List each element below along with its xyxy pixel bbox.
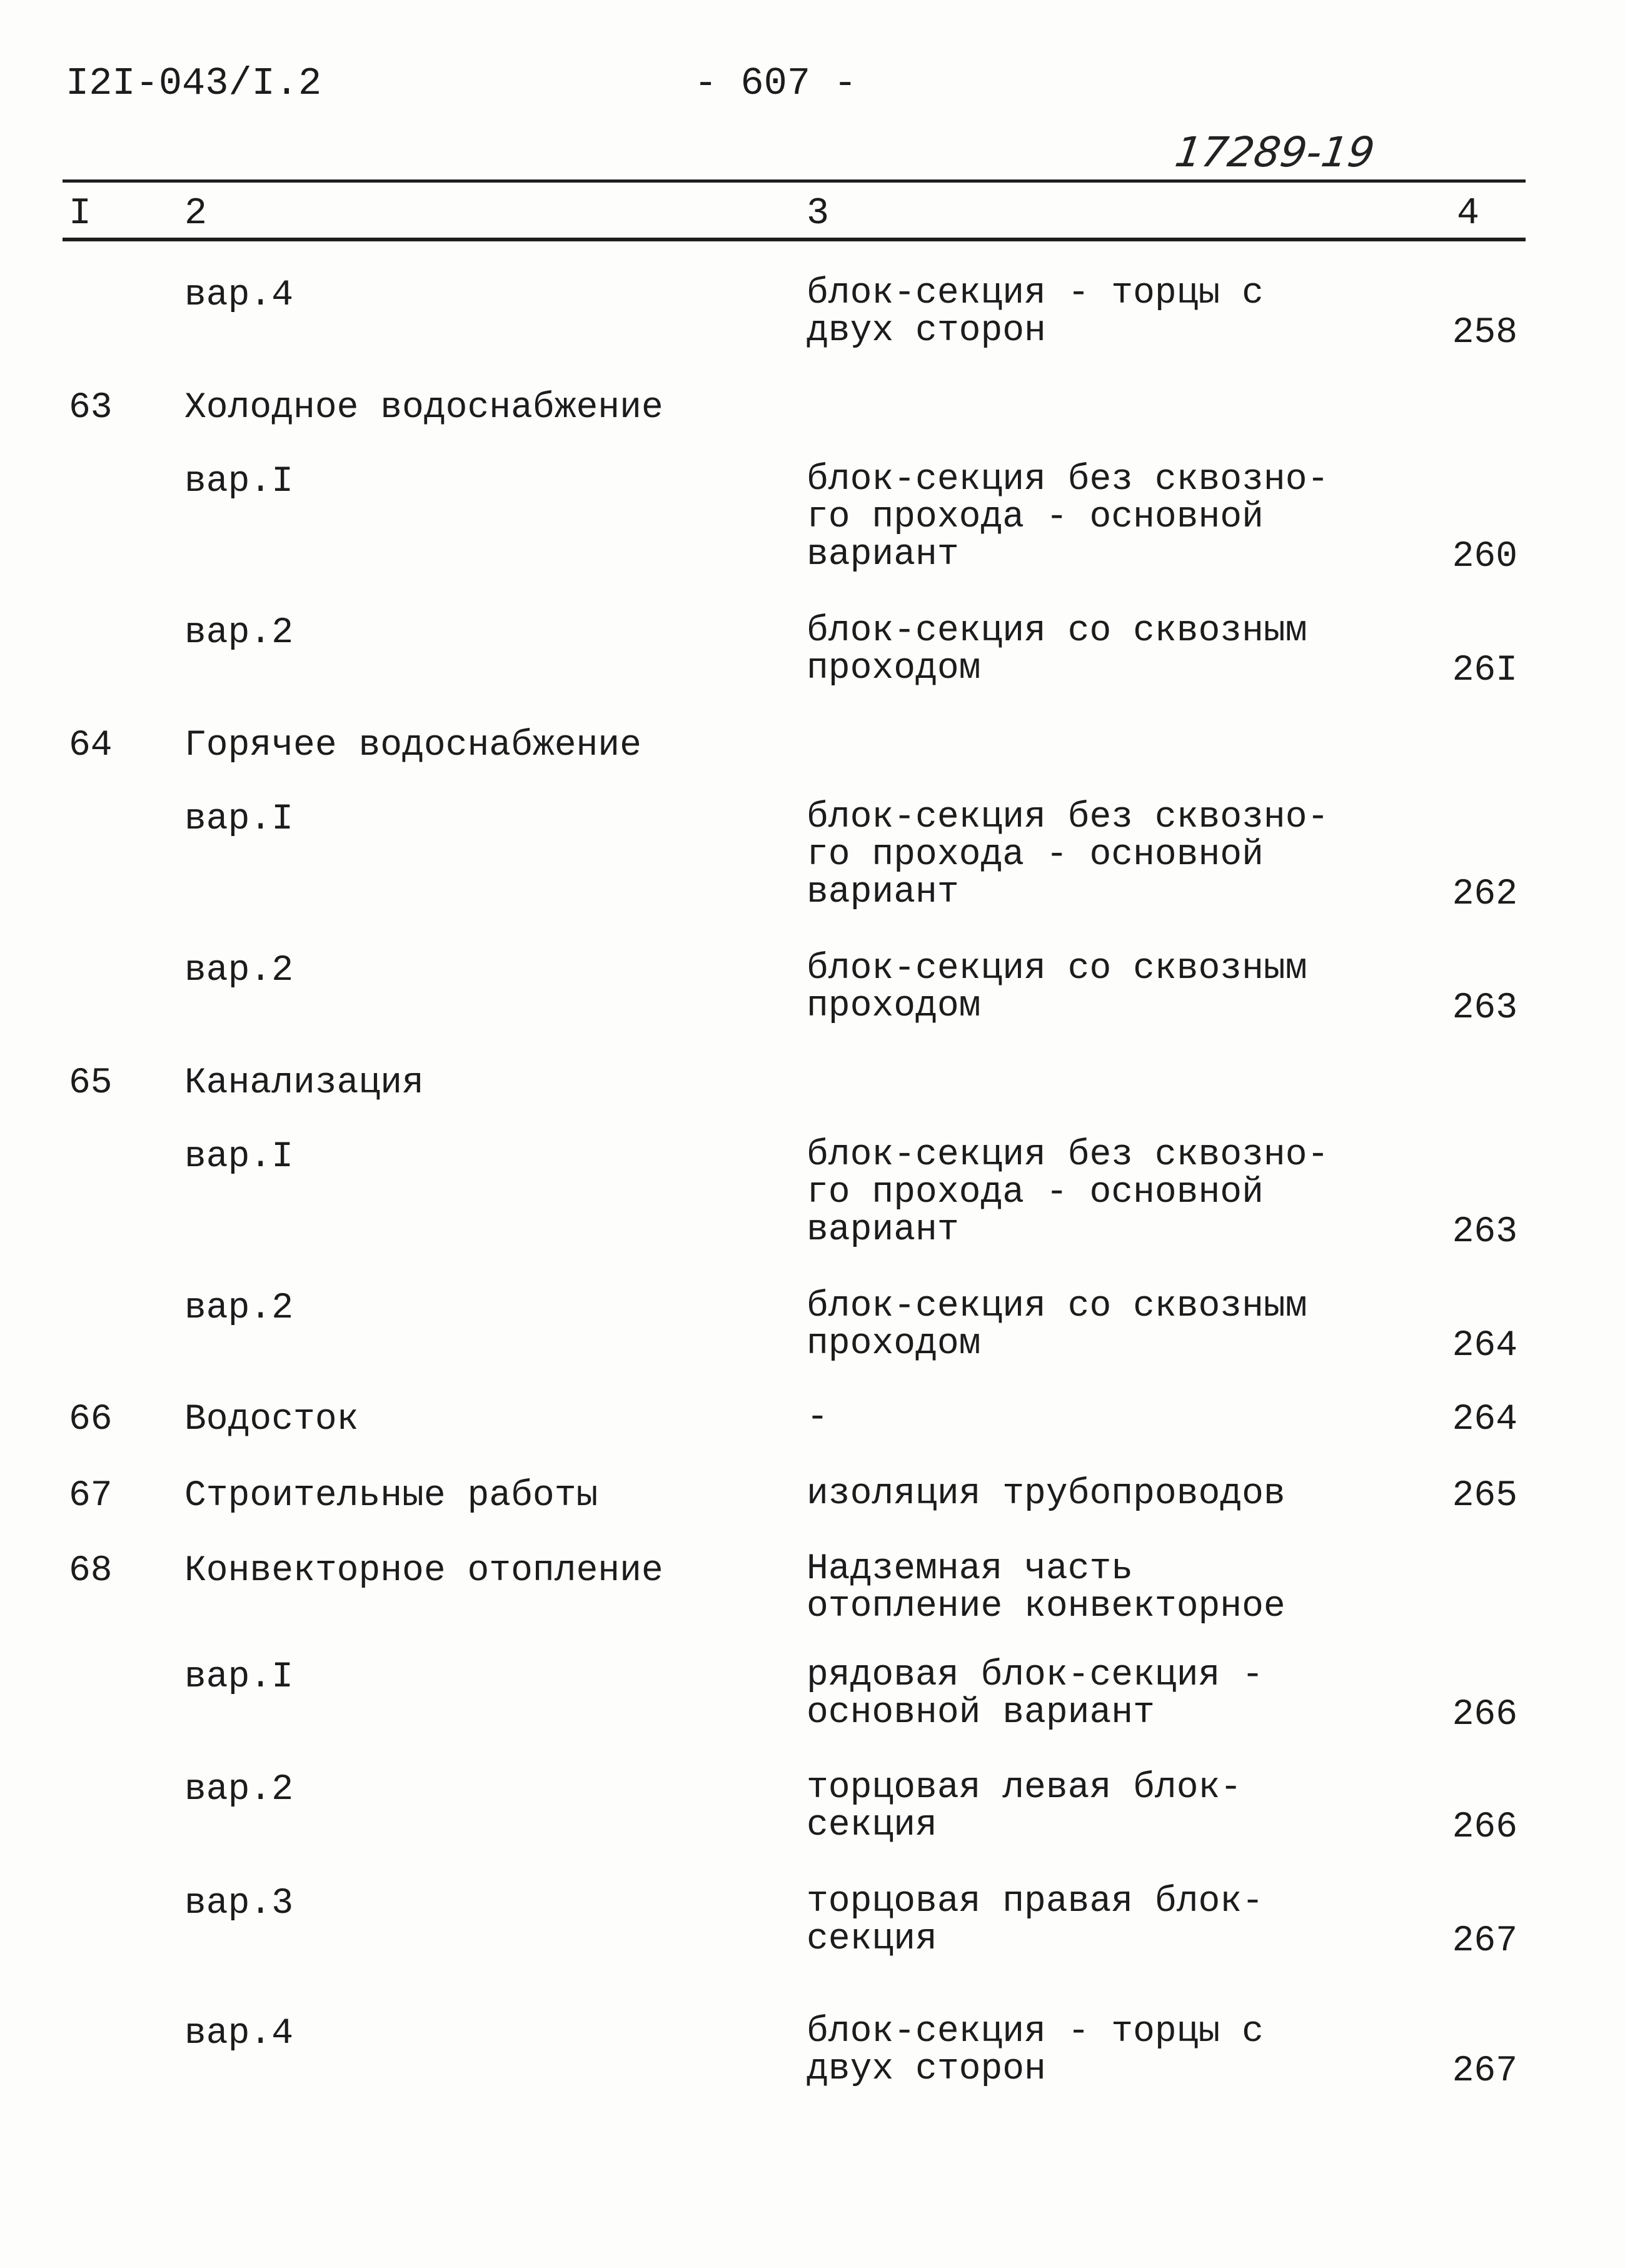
row-title: вар.2 bbox=[184, 613, 294, 653]
column-header-2: 2 bbox=[184, 193, 208, 235]
row-title: вар.I bbox=[184, 1657, 294, 1698]
row-number: 64 bbox=[69, 725, 113, 766]
row-title: Холодное водоснабжение bbox=[184, 388, 663, 428]
row-description: блок-секция со сквозным проходом bbox=[807, 1286, 1307, 1364]
row-description: блок-секция со сквозным проходом bbox=[807, 611, 1307, 689]
row-page: 263 bbox=[1452, 1212, 1517, 1252]
row-title: вар.4 bbox=[184, 2013, 294, 2054]
row-description: - bbox=[807, 1398, 828, 1438]
row-description: торцовая правая блок- секция bbox=[807, 1882, 1264, 1960]
row-page: 266 bbox=[1452, 1695, 1517, 1735]
row-title: вар.3 bbox=[184, 1883, 294, 1924]
row-title: Водосток bbox=[184, 1399, 359, 1440]
row-number: 66 bbox=[69, 1399, 113, 1440]
row-description: блок-секция - торцы с двух сторон bbox=[807, 273, 1264, 351]
row-description: изоляция трубопроводов bbox=[807, 1474, 1285, 1515]
row-page: 264 bbox=[1452, 1326, 1517, 1366]
row-page: 263 bbox=[1452, 988, 1517, 1029]
row-page: 264 bbox=[1452, 1399, 1517, 1440]
row-number: 68 bbox=[69, 1551, 113, 1591]
table-top-rule bbox=[63, 179, 1526, 183]
page-number: - 607 - bbox=[694, 61, 857, 106]
row-number: 63 bbox=[69, 388, 113, 428]
row-description: блок-секция без сквозно- го прохода - основной вариант bbox=[807, 797, 1329, 913]
row-page: 267 bbox=[1452, 1921, 1517, 1962]
row-page: 266 bbox=[1452, 1807, 1517, 1848]
row-description: Надземная часть отопление конвекторное bbox=[807, 1549, 1285, 1627]
column-header-4: 4 bbox=[1457, 193, 1480, 235]
column-header-1: I bbox=[69, 193, 92, 235]
handwritten-number: 17289-19 bbox=[1172, 128, 1378, 176]
row-description: рядовая блок-секция - основной вариант bbox=[807, 1655, 1264, 1733]
document-code: I2I-043/I.2 bbox=[66, 61, 322, 106]
row-title: Горячее водоснабжение bbox=[184, 725, 641, 766]
row-description: блок-секция без сквозно- го прохода - основной вариант bbox=[807, 1135, 1329, 1251]
row-page: 262 bbox=[1452, 874, 1517, 915]
row-number: 67 bbox=[69, 1476, 113, 1516]
row-description: торцовая левая блок- секция bbox=[807, 1768, 1242, 1846]
column-header-3: 3 bbox=[807, 193, 830, 235]
row-title: вар.I bbox=[184, 799, 294, 840]
row-page: 26I bbox=[1452, 650, 1517, 691]
row-title: вар.2 bbox=[184, 1288, 294, 1329]
row-title: вар.I bbox=[184, 1137, 294, 1177]
row-title: вар.2 bbox=[184, 950, 294, 991]
row-page: 265 bbox=[1452, 1476, 1517, 1516]
table-header-rule bbox=[63, 238, 1526, 241]
row-title: вар.I bbox=[184, 461, 294, 502]
row-title: вар.2 bbox=[184, 1770, 294, 1810]
row-title: Строительные работы bbox=[184, 1476, 598, 1516]
row-description: блок-секция со сквозным проходом bbox=[807, 949, 1307, 1027]
row-page: 260 bbox=[1452, 537, 1517, 577]
row-description: блок-секция - торцы с двух сторон bbox=[807, 2012, 1264, 2090]
row-number: 65 bbox=[69, 1063, 113, 1104]
row-page: 267 bbox=[1452, 2051, 1517, 2092]
row-title: вар.4 bbox=[184, 275, 294, 316]
row-title: Конвекторное отопление bbox=[184, 1551, 663, 1591]
row-description: блок-секция без сквозно- го прохода - основной вариант bbox=[807, 460, 1329, 575]
row-title: Канализация bbox=[184, 1063, 424, 1104]
row-page: 258 bbox=[1452, 313, 1517, 353]
